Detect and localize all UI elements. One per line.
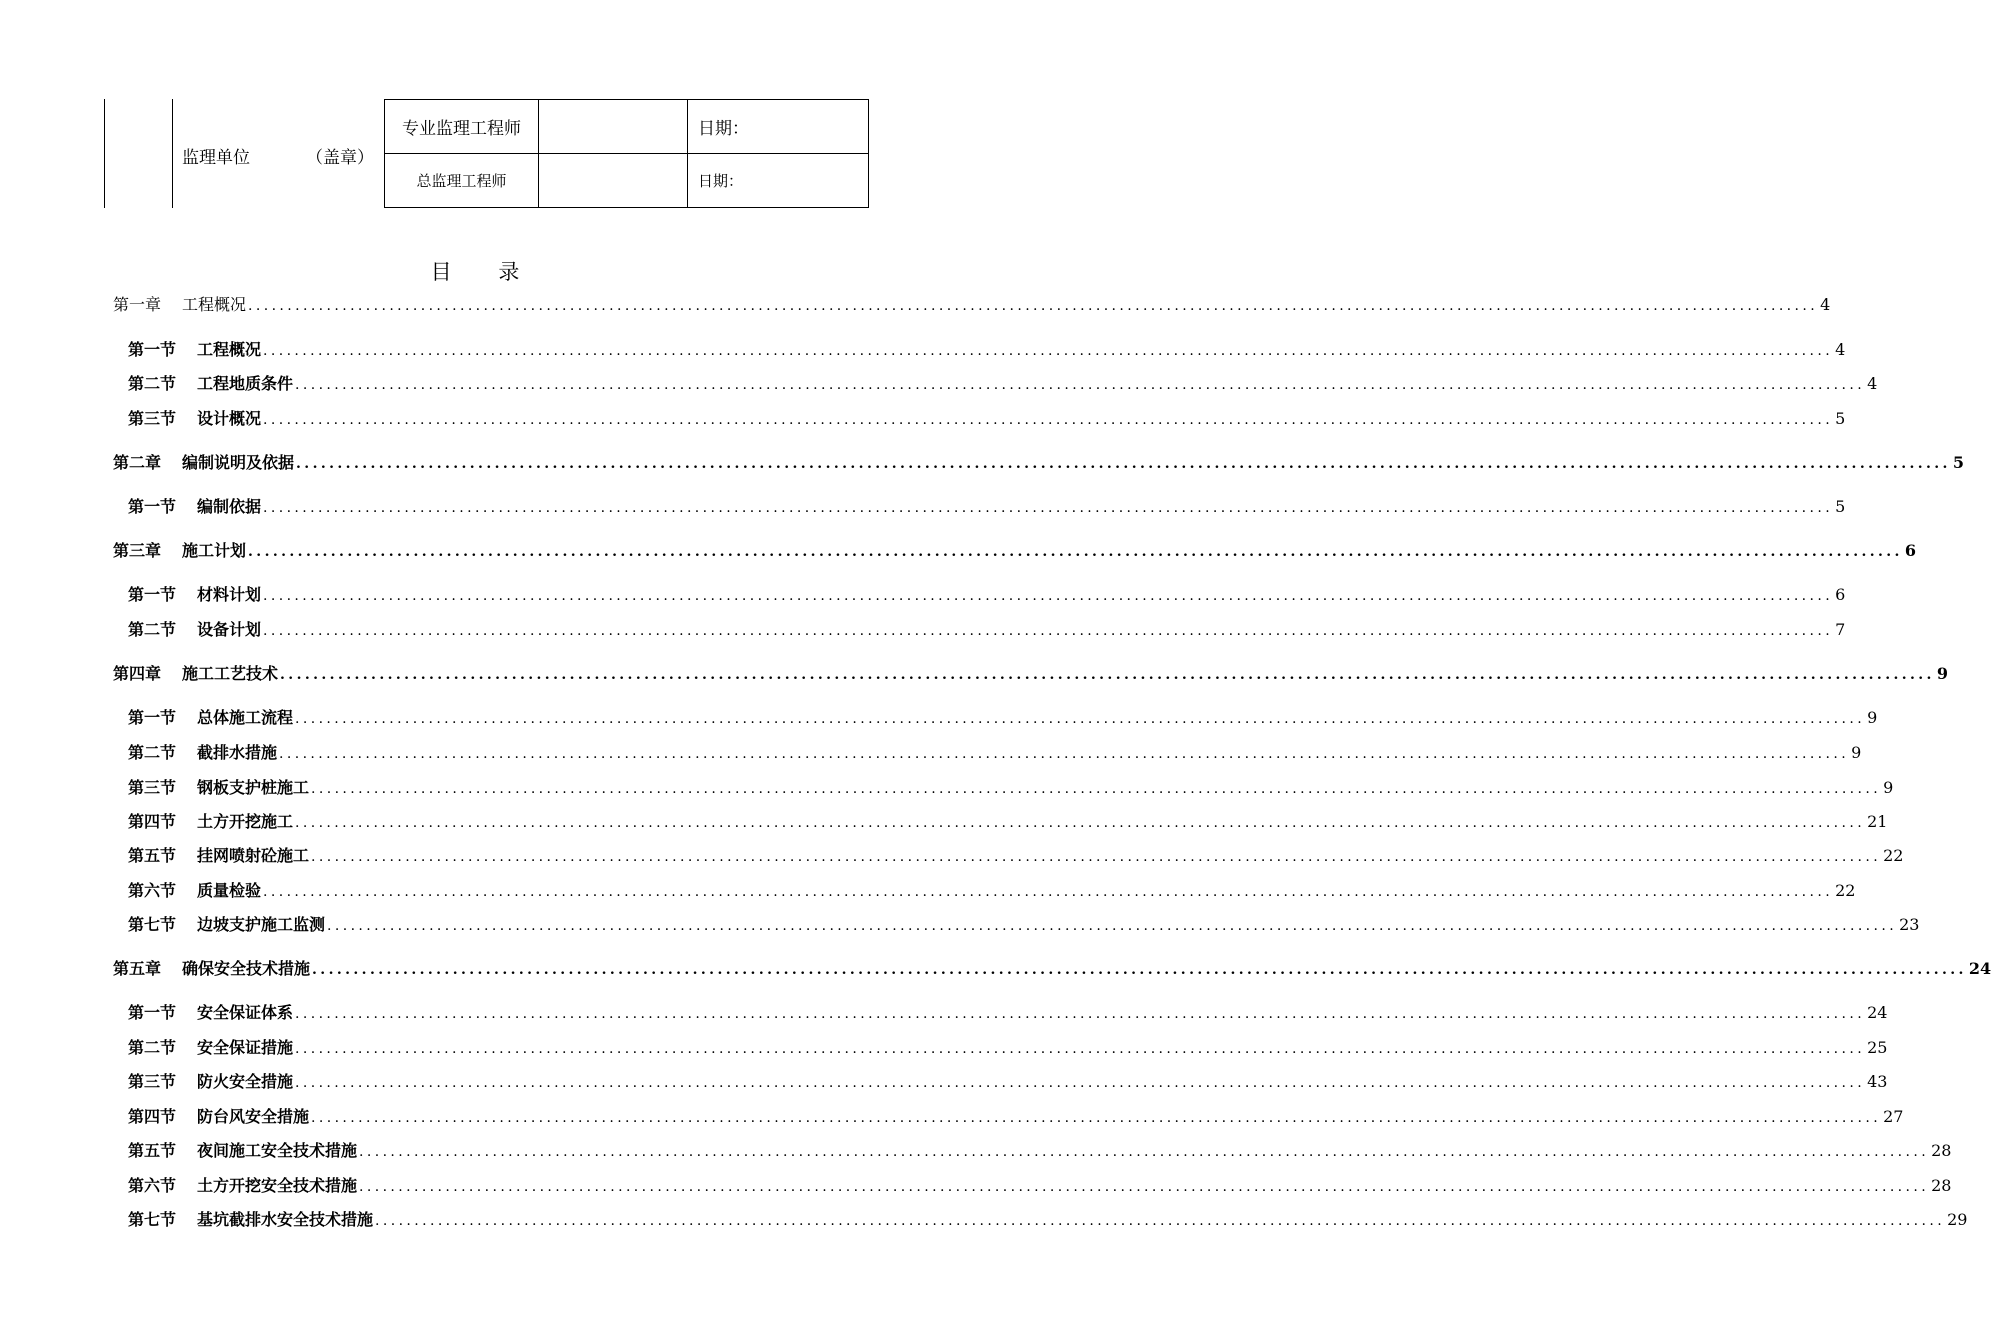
toc-section-entry[interactable] xyxy=(128,912,1920,938)
toc-entry-number: 第二章 xyxy=(113,453,162,472)
toc-entry-number: 第四章 xyxy=(113,664,162,683)
toc-dot-leader: ........................................................................................................................................................................................................ xyxy=(327,918,1898,934)
toc-dot-leader: ........................................................................................................................................................................................................ xyxy=(296,456,1951,472)
toc-entry-page: 5 xyxy=(1835,409,1846,428)
toc-entry-title: 土方开挖施工 xyxy=(197,812,294,831)
table-column-divider xyxy=(172,99,173,208)
toc-entry-page: 22 xyxy=(1883,846,1904,865)
toc-section-entry[interactable] xyxy=(128,1000,1888,1026)
toc-section-entry[interactable] xyxy=(128,337,1846,363)
toc-entry-title: 防火安全措施 xyxy=(197,1072,294,1091)
toc-entry-number: 第一节 xyxy=(128,585,177,604)
toc-entry-title: 总体施工流程 xyxy=(197,708,294,727)
toc-entry-number: 第二节 xyxy=(128,1038,177,1057)
toc-entry-title: 编制依据 xyxy=(197,497,262,516)
toc-entry-page: 4 xyxy=(1867,374,1878,393)
date-cell-professional-engineer[interactable] xyxy=(687,99,869,154)
toc-entry-title: 截排水措施 xyxy=(197,743,278,762)
toc-dot-leader: ........................................................................................................................................................................................................ xyxy=(248,298,1819,314)
toc-section-entry[interactable] xyxy=(128,809,1888,835)
toc-entry-title: 工程概况 xyxy=(182,295,247,314)
toc-entry-number: 第六节 xyxy=(128,881,177,900)
toc-section-entry[interactable] xyxy=(128,1069,1888,1095)
seal-label: （盖章） xyxy=(306,148,374,168)
toc-dot-leader: ........................................................................................................................................................................................................ xyxy=(263,343,1834,359)
toc-entry-number: 第二节 xyxy=(128,743,177,762)
toc-entry-page: 29 xyxy=(1947,1210,1968,1229)
toc-dot-leader: ........................................................................................................................................................................................................ xyxy=(295,1006,1866,1022)
toc-entry-number: 第三章 xyxy=(113,541,162,560)
toc-entry-page: 6 xyxy=(1904,541,1916,560)
toc-entry-page: 23 xyxy=(1899,915,1920,934)
toc-entry-page: 7 xyxy=(1835,620,1846,639)
toc-entry-number: 第三节 xyxy=(128,409,177,428)
toc-section-entry[interactable] xyxy=(128,617,1846,643)
toc-entry-page: 24 xyxy=(1867,1003,1888,1022)
toc-dot-leader: ........................................................................................................................................................................................................ xyxy=(359,1144,1930,1160)
toc-dot-leader: ........................................................................................................................................................................................................ xyxy=(263,884,1834,900)
toc-section-entry[interactable] xyxy=(128,1173,1952,1199)
toc-entry-title: 设备计划 xyxy=(197,620,262,639)
toc-entry-title: 挂网喷射砼施工 xyxy=(197,846,310,865)
toc-dot-leader: ........................................................................................................................................................................................................ xyxy=(263,623,1834,639)
date-cell-chief-engineer[interactable] xyxy=(687,153,869,208)
toc-dot-leader: ........................................................................................................................................................................................................ xyxy=(311,849,1882,865)
toc-section-entry[interactable] xyxy=(128,705,1878,731)
role-cell-professional-engineer xyxy=(384,99,539,154)
toc-section-entry[interactable] xyxy=(128,740,1862,766)
supervision-unit-label: 监理单位 xyxy=(182,148,250,168)
signature-cell-professional-engineer[interactable] xyxy=(538,99,688,154)
toc-dot-leader: ........................................................................................................................................................................................................ xyxy=(311,1110,1882,1126)
toc-dot-leader: ........................................................................................................................................................................................................ xyxy=(359,1179,1930,1195)
toc-entry-page: 27 xyxy=(1883,1107,1904,1126)
toc-section-entry[interactable] xyxy=(128,775,1894,801)
toc-chapter-entry[interactable] xyxy=(113,538,1916,564)
toc-entry-title: 设计概况 xyxy=(197,409,262,428)
toc-entry-page: 28 xyxy=(1931,1176,1952,1195)
toc-entry-title: 编制说明及依据 xyxy=(182,453,295,472)
signature-cell-chief-engineer[interactable] xyxy=(538,153,688,208)
toc-dot-leader: ........................................................................................................................................................................................................ xyxy=(375,1213,1946,1229)
toc-entry-title: 钢板支护桩施工 xyxy=(197,778,310,797)
toc-entry-number: 第五节 xyxy=(128,846,177,865)
toc-entry-number: 第六节 xyxy=(128,1176,177,1195)
toc-entry-page: 25 xyxy=(1867,1038,1888,1057)
toc-section-entry[interactable] xyxy=(128,878,1856,904)
toc-entry-page: 5 xyxy=(1835,497,1846,516)
toc-entry-page: 22 xyxy=(1835,881,1856,900)
toc-entry-page: 4 xyxy=(1835,340,1846,359)
toc-section-entry[interactable] xyxy=(128,1035,1888,1061)
toc-dot-leader: ........................................................................................................................................................................................................ xyxy=(311,781,1882,797)
toc-section-entry[interactable] xyxy=(128,371,1878,397)
toc-entry-number: 第七节 xyxy=(128,915,177,934)
toc-title: 目 录 xyxy=(430,260,540,284)
toc-entry-title: 施工工艺技术 xyxy=(182,664,279,683)
toc-dot-leader: ........................................................................................................................................................................................................ xyxy=(312,962,1967,978)
role-cell-chief-engineer xyxy=(384,153,539,208)
toc-section-entry[interactable] xyxy=(128,1104,1904,1130)
toc-dot-leader: ........................................................................................................................................................................................................ xyxy=(295,377,1866,393)
toc-entry-title: 安全保证措施 xyxy=(197,1038,294,1057)
role-label: 总监理工程师 xyxy=(416,172,507,190)
toc-dot-leader: ........................................................................................................................................................................................................ xyxy=(263,588,1834,604)
toc-chapter-entry[interactable] xyxy=(113,956,1991,982)
toc-entry-title: 夜间施工安全技术措施 xyxy=(197,1141,358,1160)
toc-chapter-entry[interactable] xyxy=(113,292,1831,318)
toc-entry-title: 基坑截排水安全技术措施 xyxy=(197,1210,374,1229)
toc-entry-page: 21 xyxy=(1867,812,1888,831)
toc-entry-title: 材料计划 xyxy=(197,585,262,604)
role-label: 专业监理工程师 xyxy=(402,119,521,139)
toc-entry-title: 边坡支护施工监测 xyxy=(197,915,326,934)
toc-dot-leader: ........................................................................................................................................................................................................ xyxy=(248,544,1903,560)
toc-entry-number: 第四节 xyxy=(128,1107,177,1126)
toc-entry-number: 第三节 xyxy=(128,1072,177,1091)
toc-entry-page: 24 xyxy=(1968,959,1991,978)
toc-entry-title: 质量检验 xyxy=(197,881,262,900)
toc-dot-leader: ........................................................................................................................................................................................................ xyxy=(295,1075,1866,1091)
toc-entry-number: 第一节 xyxy=(128,340,177,359)
table-left-border xyxy=(104,99,105,208)
toc-entry-title: 工程地质条件 xyxy=(197,374,294,393)
toc-entry-title: 土方开挖安全技术措施 xyxy=(197,1176,358,1195)
toc-entry-title: 确保安全技术措施 xyxy=(182,959,311,978)
toc-entry-page: 6 xyxy=(1835,585,1846,604)
toc-dot-leader: ........................................................................................................................................................................................................ xyxy=(295,1041,1866,1057)
toc-entry-page: 9 xyxy=(1883,778,1894,797)
date-label: 日期： xyxy=(698,172,744,190)
signature-table xyxy=(104,99,869,208)
toc-entry-page: 5 xyxy=(1952,453,1964,472)
toc-entry-number: 第五节 xyxy=(128,1141,177,1160)
toc-entry-page: 4 xyxy=(1820,295,1831,314)
toc-entry-title: 工程概况 xyxy=(197,340,262,359)
toc-section-entry[interactable] xyxy=(128,582,1846,608)
toc-entry-title: 防台风安全措施 xyxy=(197,1107,310,1126)
toc-dot-leader: ........................................................................................................................................................................................................ xyxy=(263,500,1834,516)
toc-section-entry[interactable] xyxy=(128,1138,1952,1164)
toc-entry-number: 第一章 xyxy=(113,295,162,314)
toc-dot-leader: ........................................................................................................................................................................................................ xyxy=(280,667,1935,683)
toc-section-entry[interactable] xyxy=(128,843,1904,869)
toc-entry-number: 第四节 xyxy=(128,812,177,831)
toc-dot-leader: ........................................................................................................................................................................................................ xyxy=(263,412,1834,428)
toc-entry-page: 9 xyxy=(1867,708,1878,727)
toc-section-entry[interactable] xyxy=(128,1207,1968,1233)
toc-entry-page: 9 xyxy=(1851,743,1862,762)
toc-section-entry[interactable] xyxy=(128,494,1846,520)
toc-entry-number: 第二节 xyxy=(128,620,177,639)
toc-dot-leader: ........................................................................................................................................................................................................ xyxy=(279,746,1850,762)
toc-section-entry[interactable] xyxy=(128,406,1846,432)
toc-chapter-entry[interactable] xyxy=(113,661,1948,687)
toc-entry-number: 第一节 xyxy=(128,1003,177,1022)
toc-entry-number: 第二节 xyxy=(128,374,177,393)
toc-dot-leader: ........................................................................................................................................................................................................ xyxy=(295,815,1866,831)
date-label: 日期： xyxy=(698,119,749,139)
toc-dot-leader: ........................................................................................................................................................................................................ xyxy=(295,711,1866,727)
toc-chapter-entry[interactable] xyxy=(113,450,1964,476)
toc-entry-number: 第一节 xyxy=(128,497,177,516)
toc-entry-title: 施工计划 xyxy=(182,541,247,560)
toc-entry-number: 第五章 xyxy=(113,959,162,978)
toc-entry-number: 第一节 xyxy=(128,708,177,727)
toc-entry-number: 第三节 xyxy=(128,778,177,797)
toc-entry-number: 第七节 xyxy=(128,1210,177,1229)
toc-entry-title: 安全保证体系 xyxy=(197,1003,294,1022)
toc-entry-page: 9 xyxy=(1936,664,1948,683)
toc-entry-page: 28 xyxy=(1931,1141,1952,1160)
toc-entry-page: 43 xyxy=(1867,1072,1888,1091)
